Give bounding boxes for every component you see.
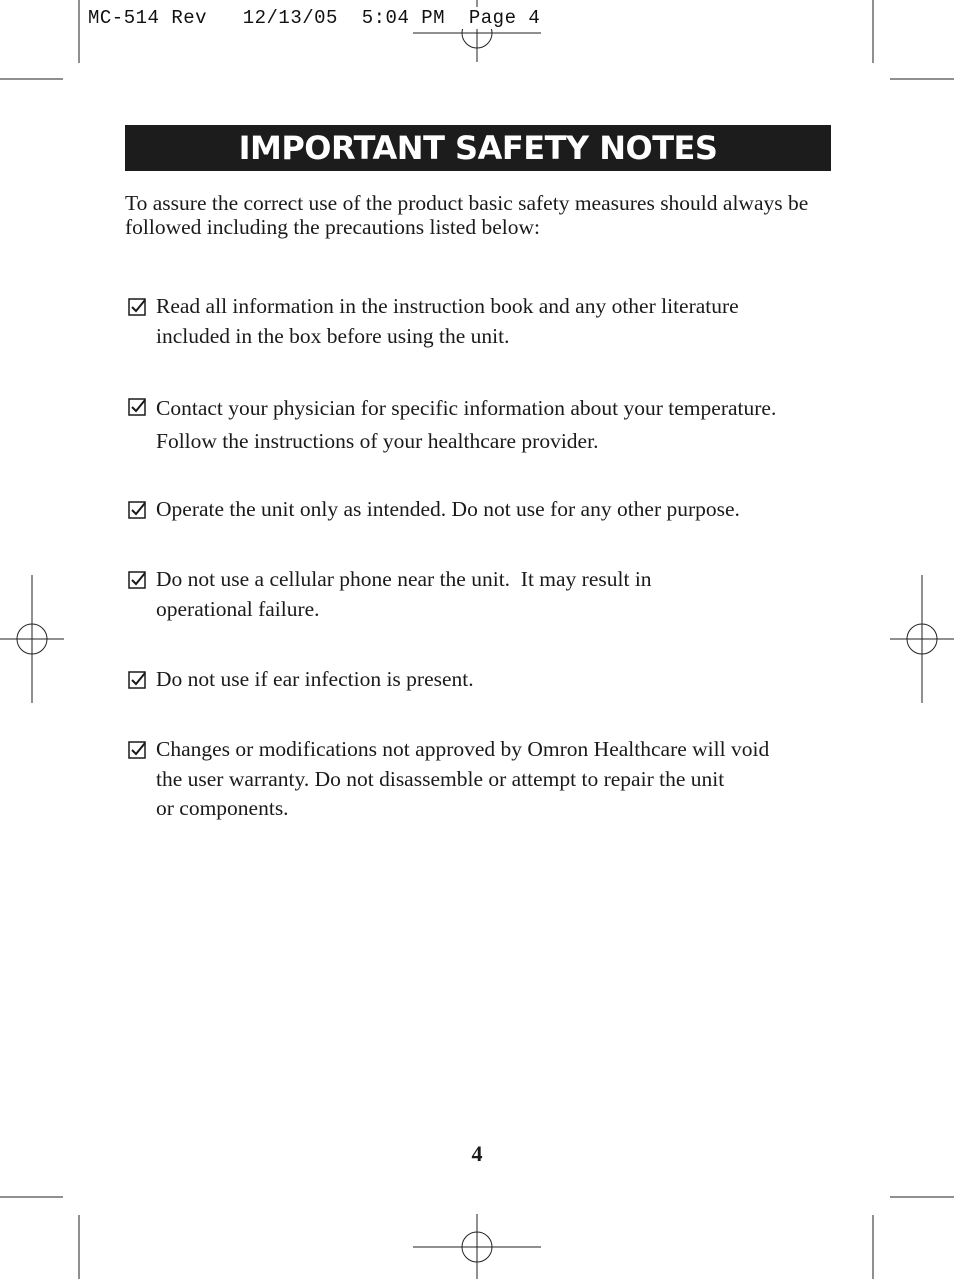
- safety-note-line: operational failure.: [156, 596, 320, 621]
- safety-note-line: Changes or modifications not approved by Omron Healthcare will void: [156, 737, 770, 761]
- safety-note-text: [156, 495, 833, 525]
- checked-box-icon: [128, 741, 146, 759]
- safety-note-line: Operate the unit only as intended. Do not use for any other purpose.: [156, 497, 740, 521]
- checked-box-icon: [128, 571, 146, 589]
- safety-note-text: [156, 292, 833, 351]
- title-banner: [125, 125, 831, 171]
- safety-note-text: [156, 735, 833, 824]
- safety-note-item: [128, 665, 833, 695]
- safety-note-line: or components.: [156, 796, 289, 820]
- page-number: 4: [471, 1141, 483, 1166]
- safety-note-text: [156, 565, 833, 624]
- page-title: IMPORTANT SAFETY NOTES: [238, 129, 718, 167]
- safety-note-text: [156, 665, 833, 695]
- safety-note-item: [128, 565, 833, 624]
- registration-mark-left: [0, 575, 64, 703]
- safety-note-item: [128, 735, 833, 824]
- registration-mark-bottom: [413, 1214, 541, 1279]
- safety-note-line: the user warranty. Do not disassemble or attempt to repair the unit: [156, 766, 725, 791]
- checked-box-icon: [128, 671, 146, 689]
- safety-note-line: Do not use a cellular phone near the unit. It may result in: [156, 567, 652, 591]
- checked-box-icon: [128, 501, 146, 519]
- safety-note-line: Follow the instructions of your healthcare provider.: [156, 429, 599, 453]
- safety-note-line: Do not use if ear infection is present.: [156, 667, 474, 691]
- safety-note-line: Contact your physician for specific information about your temperature.: [156, 396, 777, 420]
- safety-note-item: [128, 495, 833, 525]
- intro-paragraph: To assure the correct use of the product basic safety measures should always be followed including the precautions listed below:: [125, 191, 809, 239]
- safety-note-line: included in the box before using the unit.: [156, 323, 510, 348]
- print-slug-line: MC-514 Rev 12/13/05 5:04 PM Page 4: [88, 7, 541, 29]
- checked-box-icon: [128, 398, 146, 416]
- safety-note-item: [128, 292, 833, 351]
- safety-note-item: [128, 392, 833, 458]
- safety-note-line: Read all information in the instruction book and any other literature: [156, 294, 739, 318]
- checked-box-icon: [128, 298, 146, 316]
- safety-note-text: [156, 392, 833, 458]
- registration-mark-right: [890, 575, 954, 703]
